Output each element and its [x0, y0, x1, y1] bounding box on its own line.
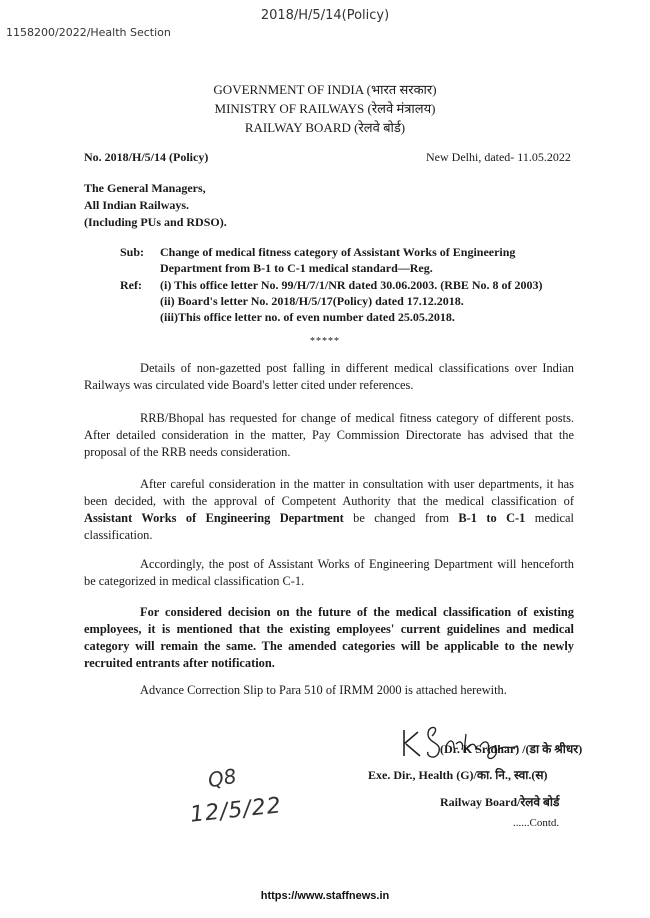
file-number-top: 2018/H/5/14(Policy) — [260, 8, 390, 23]
handwritten-note-date: 12/5/22 — [188, 793, 283, 828]
reference-list — [160, 277, 580, 325]
separator: ***** — [310, 336, 340, 347]
category-change-emphasis: B-1 to C-1 — [458, 511, 526, 525]
reference-item: (ii) Board's letter No. 2018/H/5/17(Policy) dated 17.12.2018. — [160, 294, 464, 308]
continued-marker: ......Contd. — [513, 817, 560, 829]
place-date: New Delhi, dated- 11.05.2022 — [426, 150, 571, 164]
signatory-name: (Dr. K Sridhar) /(डा के श्रीधर) — [440, 742, 583, 756]
signatory-designation: Exe. Dir., Health (G)/का. नि., स्वा.(स) — [368, 768, 548, 782]
paragraph-3-end: medical classification. — [84, 511, 574, 542]
paragraph-5-text: For considered decision on the future of the medical classification of existing employees, it is mentioned that the existing employees' current guidelines and medical category will remain the same. The amended categories will be applicable to the newly recruited entrants after notification. — [84, 605, 574, 670]
paragraph-2-text: RRB/Bhopal has requested for change of medical fitness category of different posts. After detailed consideration in the matter, Pay Commission Directorate has advised that the proposal of the RRB needs consideration. — [84, 411, 574, 459]
reference-label: Ref: — [120, 278, 142, 292]
reference-item: (iii)This office letter no. of even number dated 25.05.2018. — [160, 310, 455, 324]
signatory-office: Railway Board/रेलवे बोर्ड — [440, 795, 560, 809]
addressee-line-1: The General Managers, — [84, 181, 206, 195]
addressee — [84, 180, 227, 231]
paragraph-4 — [84, 556, 574, 590]
paragraph-6 — [84, 682, 574, 699]
footer-url[interactable]: https://www.staffnews.in — [260, 890, 390, 902]
paragraph-2 — [84, 410, 574, 461]
file-number-left: 1158200/2022/Health Section — [6, 26, 171, 39]
paragraph-4-text: Accordingly, the post of Assistant Works of Engineering Department will henceforth be categorized in medical classification C-1. — [84, 557, 574, 588]
addressee-line-2: All Indian Railways. — [84, 198, 190, 212]
letterhead — [0, 80, 650, 137]
handwritten-note-initials: Q8 — [206, 763, 239, 793]
paragraph-1 — [84, 360, 574, 394]
letter-number: No. 2018/H/5/14 (Policy) — [84, 150, 209, 164]
post-name-emphasis: Assistant Works of Engineering Department — [84, 511, 344, 525]
letterhead-ministry: MINISTRY OF RAILWAYS (रेलवे मंत्रालय) — [214, 101, 436, 116]
addressee-line-3: (Including PUs and RDSO). — [84, 215, 227, 229]
letterhead-government: GOVERNMENT OF INDIA (भारत सरकार) — [213, 82, 437, 97]
paragraph-3 — [84, 476, 574, 544]
paragraph-1-text: Details of non-gazetted post falling in different medical classifications over Indian Railways was circulated vide Board's letter cited under references. — [84, 361, 574, 392]
letterhead-board: RAILWAY BOARD (रेलवे बोर्ड) — [244, 120, 406, 135]
subject-label: Sub: — [120, 245, 145, 259]
paragraph-3-intro: After careful consideration in the matter in consultation with user departments, it has been decided, with the approval of Competent Authority that the medical classification of — [84, 477, 574, 508]
paragraph-3-middle: be changed from — [343, 511, 459, 525]
paragraph-5 — [84, 604, 574, 672]
reference-item: (i) This office letter No. 99/H/7/1/NR dated 30.06.2003. (RBE No. 8 of 2003) — [160, 278, 543, 292]
paragraph-6-text: Advance Correction Slip to Para 510 of IRMM 2000 is attached herewith. — [140, 683, 507, 697]
subject-text: Change of medical fitness category of Assistant Works of Engineering Department from B-1 to C-1 medical standard—Reg. — [160, 245, 516, 275]
